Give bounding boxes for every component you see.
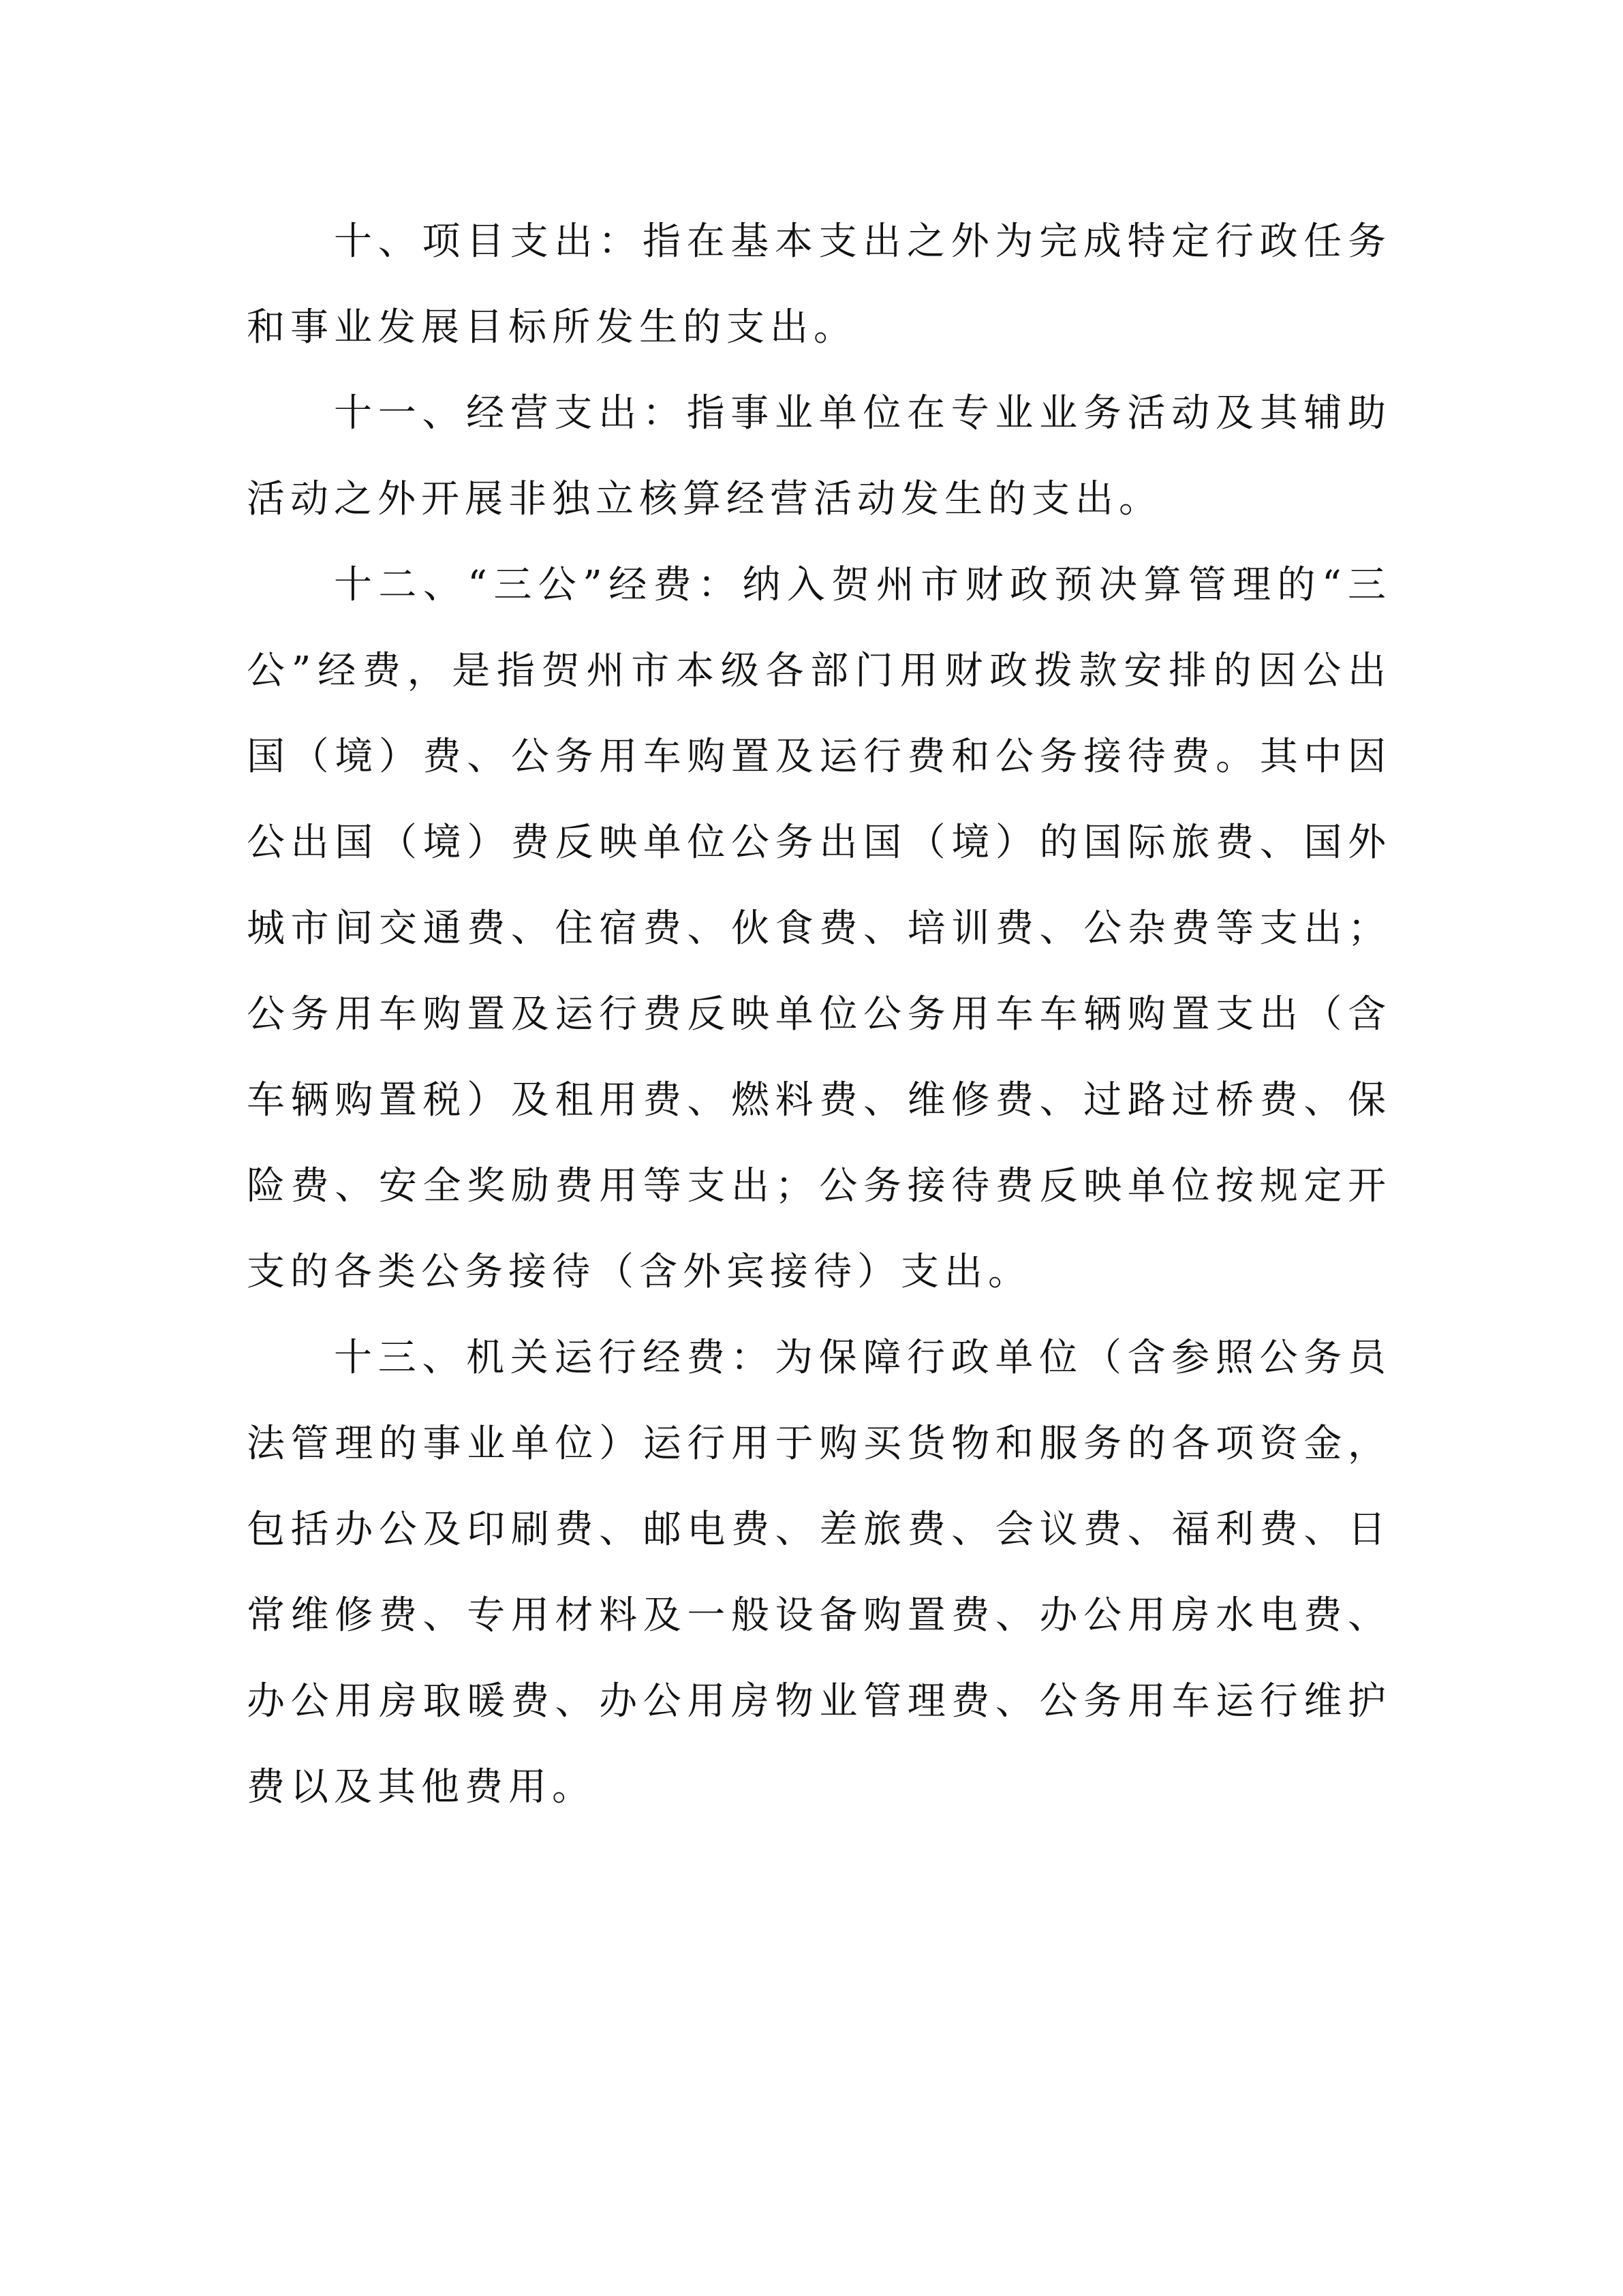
paragraph-three-public-expenses: 十二、“三公”经费：纳入贺州市财政预决算管理的“三公”经费，是指贺州市本级各部门用财政拨款安排的因公出国（境）费、公务用车购置及运行费和公务接待费。其中因公出国（境）费反映单位公务出国（境）的国际旅费、国外城市间交通费、住宿费、伙食费、培训费、公杂费等支出；公务用车购置及运行费反映单位公务用车车辆购置支出（含车辆购置税）及租用费、燃料费、维修费、过路过桥费、保险费、安全奖励费用等支出；公务接待费反映单位按规定开支的各类公务接待（含外宾接待）支出。	[247, 563, 1391, 1294]
paragraph-agency-operating-funds: 十三、机关运行经费：为保障行政单位（含参照公务员法管理的事业单位）运行用于购买货物和服务的各项资金，包括办公及印刷费、邮电费、差旅费、会议费、福利费、日常维修费、专用材料及一般设备购置费、办公用房水电费、办公用房取暖费、办公用房物业管理费、公务用车运行维护费以及其他费用。	[247, 1336, 1391, 1809]
paragraph-project-expenditure: 十、项目支出：指在基本支出之外为完成特定行政任务和事业发展目标所发生的支出。	[247, 219, 1391, 350]
paragraph-operating-expenditure: 十一、经营支出：指事业单位在专业业务活动及其辅助活动之外开展非独立核算经营活动发生的支出。	[247, 391, 1391, 521]
document-body	[247, 199, 1391, 1831]
